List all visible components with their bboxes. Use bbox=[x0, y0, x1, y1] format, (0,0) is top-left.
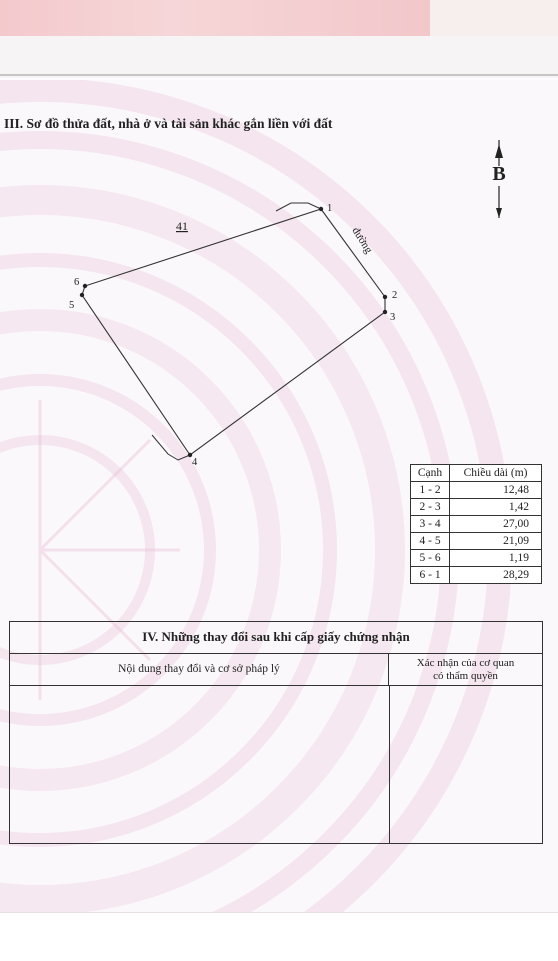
column-header-authority-confirmation bbox=[389, 654, 542, 686]
length-cell: 1,42 bbox=[450, 499, 542, 516]
length-cell: 28,29 bbox=[450, 567, 542, 584]
table-header-row bbox=[411, 465, 542, 482]
top-strip-divider bbox=[0, 74, 558, 76]
point-label-2: 2 bbox=[392, 290, 398, 301]
edge-length-table bbox=[410, 464, 542, 584]
edge-cell: 3 - 4 bbox=[411, 516, 450, 533]
land-parcel-diagram bbox=[0, 190, 420, 480]
top-decorative-band bbox=[0, 0, 430, 36]
north-arrow-tail bbox=[496, 208, 502, 218]
column-divider bbox=[389, 686, 390, 843]
point-label-4: 4 bbox=[192, 457, 198, 468]
table-row bbox=[411, 516, 542, 533]
road-label: đường bbox=[349, 225, 375, 256]
table-row bbox=[411, 482, 542, 499]
edge-cell: 1 - 2 bbox=[411, 482, 450, 499]
table-row bbox=[411, 533, 542, 550]
point-label-1: 1 bbox=[327, 203, 333, 214]
edge-cell: 2 - 3 bbox=[411, 499, 450, 516]
column-header-change-content: Nội dung thay đổi và cơ sở pháp lý bbox=[10, 654, 389, 686]
adjacent-parcel-number: 41 bbox=[176, 219, 188, 233]
point-1 bbox=[319, 207, 323, 211]
top-band-edge bbox=[430, 0, 558, 36]
length-cell: 12,48 bbox=[450, 482, 542, 499]
point-label-5: 5 bbox=[69, 300, 75, 311]
length-cell: 27,00 bbox=[450, 516, 542, 533]
confirm-header-line-2: có thẩm quyền bbox=[433, 670, 498, 682]
point-3 bbox=[383, 310, 387, 314]
point-label-6: 6 bbox=[74, 277, 80, 288]
changes-section-box bbox=[9, 621, 543, 844]
confirm-header-line-1: Xác nhận của cơ quan bbox=[416, 657, 515, 669]
north-arrow-head bbox=[495, 144, 503, 158]
point-6 bbox=[83, 284, 87, 288]
edge-cell: 4 - 5 bbox=[411, 533, 450, 550]
header-length: Chiều dài (m) bbox=[450, 465, 542, 482]
length-cell: 1,19 bbox=[450, 550, 542, 567]
header-edge: Cạnh bbox=[411, 465, 450, 482]
table-row bbox=[411, 499, 542, 516]
point-5 bbox=[80, 293, 84, 297]
table-row bbox=[411, 567, 542, 584]
point-2 bbox=[383, 295, 387, 299]
parcel-outline bbox=[82, 209, 385, 455]
north-letter: B bbox=[492, 163, 506, 185]
top-page-strip bbox=[0, 0, 558, 78]
edge-cell: 6 - 1 bbox=[411, 567, 450, 584]
section-iii-title: III. Sơ đồ thửa đất, nhà ở và tài sản khác gắn liền với đất bbox=[4, 116, 333, 131]
length-cell: 21,09 bbox=[450, 533, 542, 550]
bottom-blank-strip bbox=[0, 912, 558, 961]
edge-cell: 5 - 6 bbox=[411, 550, 450, 567]
north-arrow bbox=[484, 140, 514, 220]
changes-section-title: IV. Những thay đổi sau khi cấp giấy chứng nhận bbox=[10, 622, 542, 654]
point-label-3: 3 bbox=[390, 312, 396, 323]
table-row bbox=[411, 550, 542, 567]
boundary-hook-1 bbox=[276, 203, 321, 211]
